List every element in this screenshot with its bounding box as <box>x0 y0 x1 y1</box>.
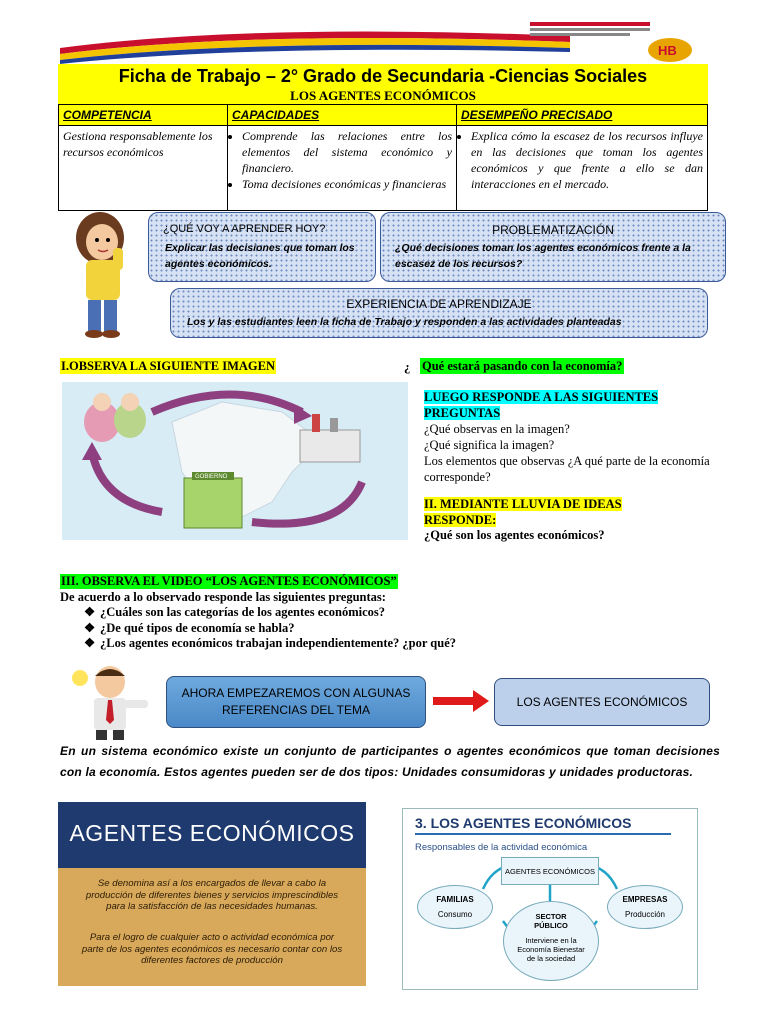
section-3-intro: De acuerdo a lo observado responde las siguientes preguntas: <box>60 590 386 604</box>
capacidad-item: • Comprende las relaciones entre los elementos del sistema económico y financiero. <box>242 128 452 176</box>
slide-3-agentes <box>402 808 698 990</box>
respond-title-wrap <box>424 389 716 421</box>
capacidad-item: • Toma decisiones económicas y financieras <box>242 176 452 192</box>
section-2-title: II. MEDIANTE LLUVIA DE IDEAS RESPONDE: <box>424 497 622 527</box>
page-subtitle: LOS AGENTES ECONÓMICOS <box>290 88 476 103</box>
section-2-question: ¿Qué son los agentes económicos? <box>424 528 605 542</box>
slide-agentes-economicos <box>58 802 366 986</box>
diagram-public-node <box>503 901 599 981</box>
learn-today-text: Explicar las decisiones que toman los agentes económicos. <box>165 242 355 270</box>
svg-text:HB: HB <box>658 43 677 58</box>
section-1-title: I.OBSERVA LA SIGUIENTE IMAGEN <box>61 359 275 373</box>
slide-left-text-1: Se denomina así a los encargados de llevar a cabo la producción de diferentes bienes y servicios imprescindibles para la satisfacción de las necesidades humanas. <box>85 878 339 913</box>
slide-left-body <box>58 868 366 986</box>
diamond-bullet-icon: ❖ <box>84 620 96 635</box>
video-question-item: ❖ ¿Cuáles son las categorías de los agentes económicos? <box>84 605 386 619</box>
problematization-box <box>380 212 726 282</box>
diagram-companies-sub: Producción <box>624 910 666 919</box>
diagram-public-label: SECTOR PÚBLICO <box>534 912 568 930</box>
section-3-title: III. OBSERVA EL VIDEO “LOS AGENTES ECONÓMICOS” <box>61 574 397 588</box>
slide-left-title: AGENTES ECONÓMICOS <box>69 819 355 846</box>
slide-right-subtitle: Responsables de la actividad económica <box>415 842 588 853</box>
section-1-question: Qué estará pasando con la economía? <box>422 359 623 373</box>
cell-competencia: Gestiona responsablemente los recursos económicos <box>59 126 228 211</box>
video-question-item: ❖ ¿Los agentes económicos trabajan independientemente? ¿por qué? <box>84 636 457 650</box>
problematization-text: ¿Qué decisiones toman los agentes económicos frente a la escasez de los recursos? <box>395 242 691 270</box>
video-question-item: ❖ ¿De qué tipos de economía se habla? <box>84 620 295 635</box>
references-box <box>166 676 426 728</box>
agents-topic-box <box>494 678 710 726</box>
diamond-bullet-icon: ❖ <box>84 605 96 619</box>
diagram-center-node: AGENTES ECONÓMICOS <box>501 857 599 885</box>
section-3-questions <box>84 605 456 652</box>
question-item: ¿Qué significa la imagen? <box>424 438 555 452</box>
cell-desempeno <box>457 126 708 211</box>
learning-experience-text: Los y las estudiantes leen la ficha de Trabajo y responden a las actividades planteadas <box>187 316 622 328</box>
teacher-illustration <box>68 664 160 740</box>
question-item: Los elementos que observas ¿A qué parte de la economía corresponde? <box>424 454 710 484</box>
diamond-bullet-icon: ❖ <box>84 636 96 650</box>
learning-experience-title: EXPERIENCIA DE APRENDIZAJE <box>346 297 532 311</box>
page-title: Ficha de Trabajo – 2° Grado de Secundaria -Ciencias Sociales <box>118 66 648 86</box>
learn-today-box <box>148 212 376 282</box>
diagram-families-sub: Consumo <box>437 910 473 919</box>
section-2-title-wrap <box>424 496 684 528</box>
economy-flow-image <box>62 382 408 540</box>
ministry-logo-banner <box>50 18 710 64</box>
question-mark: ¿ <box>404 360 411 374</box>
section-1-questions <box>424 421 716 485</box>
header-desempeno: DESEMPEÑO PRECISADO <box>457 105 708 126</box>
header-banner <box>50 18 710 64</box>
competence-table <box>58 104 708 211</box>
question-item: ¿Qué observas en la imagen? <box>424 422 570 436</box>
diagram-public-sub: Interviene en la Economía Bienestar de la sociedad <box>517 936 585 963</box>
desempeno-item: • Explica cómo la escasez de los recursos influye en las decisiones que toman los agentes económicos y que frente a ello se dan interacciones en el mercado. <box>471 128 703 192</box>
respond-title: LUEGO RESPONDE A LAS SIGUIENTES PREGUNTAS <box>424 390 659 420</box>
references-label: AHORA EMPEZAREMOS CON ALGUNAS REFERENCIAS DEL TEMA <box>181 686 411 717</box>
diagram-companies-node <box>607 885 683 929</box>
government-building-label: GOBIERNO <box>195 474 228 480</box>
agents-topic-label: LOS AGENTES ECONÓMICOS <box>516 695 688 709</box>
thinking-girl-illustration <box>58 210 148 340</box>
diagram-companies-label: EMPRESAS <box>622 895 668 904</box>
cell-capacidades <box>228 126 457 211</box>
intro-paragraph: En un sistema económico existe un conjunto de participantes o agentes económicos que toman decisiones con la economía. Estos agentes pueden ser de dos tipos: Unidades consumidoras y unidades productoras. <box>60 744 720 779</box>
slide-right-title: 3. LOS AGENTES ECONÓMICOS <box>415 815 632 831</box>
right-arrow-icon <box>433 690 489 717</box>
header-capacidades: CAPACIDADES <box>228 105 457 126</box>
problematization-title: PROBLEMATIZACIÓN <box>492 223 614 237</box>
diagram-families-label: FAMILIAS <box>436 895 474 904</box>
learning-experience-box <box>170 288 708 338</box>
learn-today-title: ¿QUÉ VOY A APRENDER HOY? <box>163 223 326 235</box>
diagram-families-node <box>417 885 493 929</box>
slide-left-text-2: Para el logro de cualquier acto o actividad económica por parte de los agentes económicos es necesario contar con los diferentes factores de producción <box>81 932 343 967</box>
header-competencia: COMPETENCIA <box>59 105 228 126</box>
